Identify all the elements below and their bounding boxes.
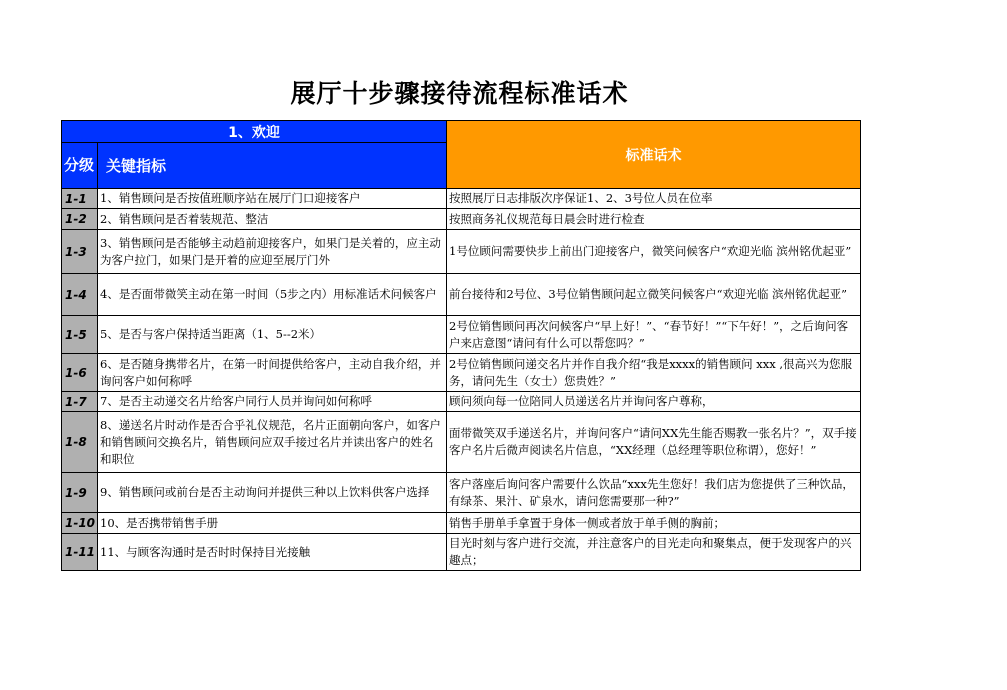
- row-code: 1-3: [62, 230, 98, 274]
- table-row: [62, 392, 861, 412]
- script-cell: 2号位销售顾问再次问候客户“早上好！”、“春节好！”“下午好！”，之后询问客户来店意图“请问有什么可以帮您吗？”: [447, 316, 861, 354]
- standard-script-header: 标准话术: [447, 121, 861, 189]
- kpi-cell: 11、与顾客沟通时是否时时保持目光接触: [98, 534, 447, 571]
- kpi-cell: 5、是否与客户保持适当距离（1、5--2米）: [98, 316, 447, 354]
- table-row: [62, 189, 861, 209]
- kpi-cell: 1、销售顾问是否按值班顺序站在展厅门口迎接客户: [98, 189, 447, 209]
- kpi-cell: 8、递送名片时动作是否合乎礼仪规范，名片正面朝向客户，如客户和销售顾问交换名片，销售顾问应双手接过名片并读出客户的姓名和职位: [98, 412, 447, 473]
- table-row: [62, 412, 861, 473]
- row-code: 1-2: [62, 209, 98, 230]
- kpi-cell: 10、是否携带销售手册: [98, 513, 447, 534]
- table-row: [62, 209, 861, 230]
- table-row: [62, 316, 861, 354]
- kpi-cell: 9、销售顾问或前台是否主动询问并提供三种以上饮料供客户选择: [98, 473, 447, 513]
- reception-standards-table: [61, 120, 861, 571]
- row-code: 1-10: [62, 513, 98, 534]
- row-code: 1-5: [62, 316, 98, 354]
- kpi-cell: 6、是否随身携带名片，在第一时间提供给客户，主动自我介绍，并询问客户如何称呼: [98, 354, 447, 392]
- row-code: 1-8: [62, 412, 98, 473]
- script-cell: 客户落座后询问客户需要什么饮品“xxx先生您好！我们店为您提供了三种饮品，有绿茶、果汁、矿泉水，请问您需要那一种?”: [447, 473, 861, 513]
- script-cell: 前台接待和2号位、3号位销售顾问起立微笑问候客户“欢迎光临 滨州铭优起亚”: [447, 274, 861, 316]
- row-code: 1-9: [62, 473, 98, 513]
- page-title: 展厅十步骤接待流程标准话术: [290, 79, 629, 108]
- level-header: 分级: [62, 143, 98, 189]
- script-cell: 顾问须向每一位陪同人员递送名片并询问客户尊称，: [447, 392, 861, 412]
- script-cell: 2号位销售顾问递交名片并作自我介绍“我是xxxx的销售顾问 xxx ,很高兴为您服务，请问先生（女士）您贵姓？”: [447, 354, 861, 392]
- script-cell: 目光时刻与客户进行交流，并注意客户的目光走向和聚集点，便于发现客户的兴趣点；: [447, 534, 861, 571]
- row-code: 1-4: [62, 274, 98, 316]
- kpi-cell: 2、销售顾问是否着装规范、整洁: [98, 209, 447, 230]
- table-row: [62, 513, 861, 534]
- row-code: 1-6: [62, 354, 98, 392]
- kpi-header: 关键指标: [98, 143, 447, 189]
- script-cell: 销售手册单手拿置于身体一侧或者放于单手侧的胸前；: [447, 513, 861, 534]
- kpi-cell: 4、是否面带微笑主动在第一时间（5步之内）用标准话术问候客户: [98, 274, 447, 316]
- section-header: 1、欢迎: [62, 121, 447, 143]
- script-cell: 按照商务礼仪规范每日晨会时进行检查: [447, 209, 861, 230]
- table-row: [62, 473, 861, 513]
- script-cell: 按照展厅日志排版次序保证1、2、3号位人员在位率: [447, 189, 861, 209]
- kpi-cell: 3、销售顾问是否能够主动趋前迎接客户，如果门是关着的，应主动为客户拉门，如果门是开着的应迎至展厅门外: [98, 230, 447, 274]
- script-cell: 面带微笑双手递送名片，并询问客户“请问XX先生能否赐教一张名片？”，双手接客户名片后微声阅读名片信息，“XX经理（总经理等职位称谓），您好！”: [447, 412, 861, 473]
- row-code: 1-1: [62, 189, 98, 209]
- table-row: [62, 230, 861, 274]
- script-cell: 1号位顾问需要快步上前出门迎接客户，微笑问候客户“欢迎光临 滨州铭优起亚”: [447, 230, 861, 274]
- kpi-cell: 7、是否主动递交名片给客户同行人员并询问如何称呼: [98, 392, 447, 412]
- table-row: [62, 274, 861, 316]
- table-row: [62, 534, 861, 571]
- table-row: [62, 354, 861, 392]
- row-code: 1-11: [62, 534, 98, 571]
- row-code: 1-7: [62, 392, 98, 412]
